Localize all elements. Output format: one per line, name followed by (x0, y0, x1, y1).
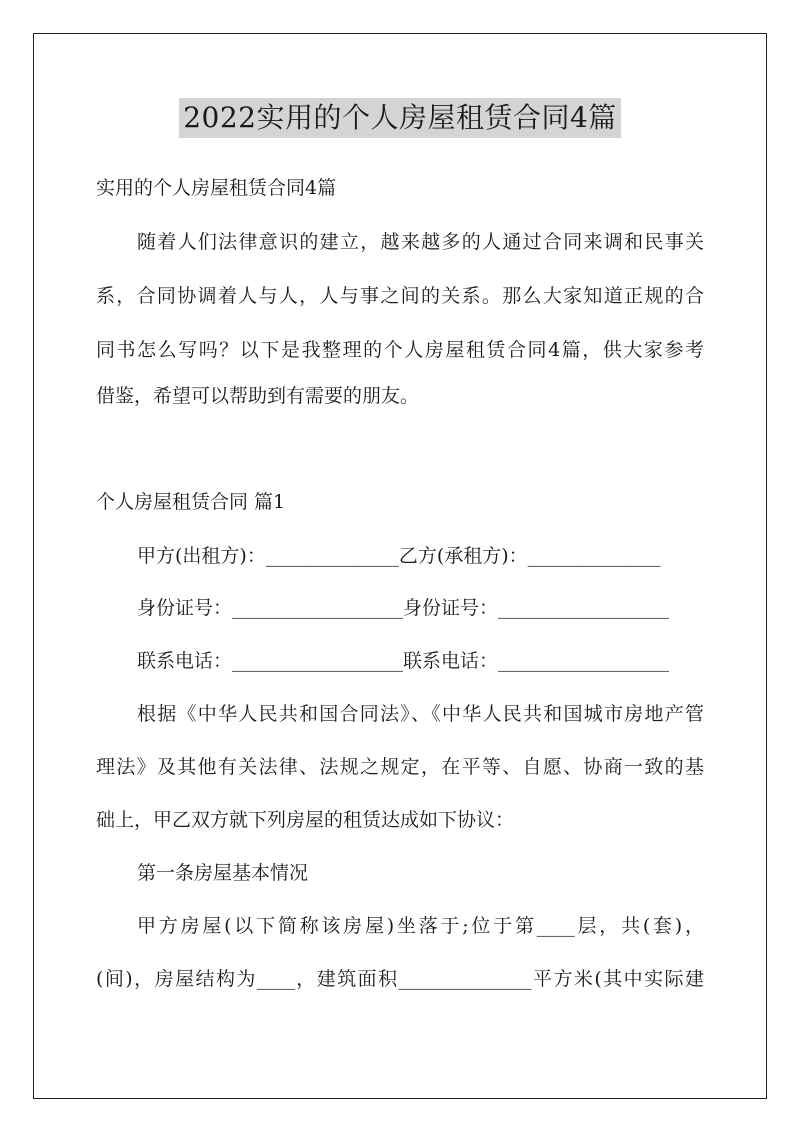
basis-line-3: 础上，甲乙双方就下列房屋的租赁达成如下协议： (96, 809, 515, 831)
basis-line-2: 理法》及其他有关法律、法规之规定，在平等、自愿、协商一致的基 (96, 756, 704, 778)
intro-line-3: 同书怎么写吗？以下是我整理的个人房屋租赁合同4篇，供大家参考 (96, 339, 704, 361)
article-1-line-2: (间)，房屋结构为____，建筑面积______________平方米(其中实际建 (96, 968, 704, 990)
intro-line-4: 借鉴，希望可以帮助到有需要的朋友。 (96, 385, 420, 407)
document-subtitle: 实用的个人房屋租赁合同4篇 (96, 177, 337, 199)
title-container (0, 98, 800, 138)
document-title: 2022实用的个人房屋租赁合同4篇 (179, 98, 621, 138)
intro-line-1: 随着人们法律意识的建立，越来越多的人通过合同来调和民事关 (137, 231, 704, 253)
intro-line-2: 系，合同协调着人与人，人与事之间的关系。那么大家知道正规的合 (96, 285, 704, 307)
basis-line-1: 根据《中华人民共和国合同法》、《中华人民共和国城市房地产管 (137, 703, 704, 725)
phone-line: 联系电话：__________________联系电话：__________________ (137, 650, 670, 672)
id-number-line: 身份证号：__________________身份证号：__________________ (137, 597, 670, 619)
section-heading: 个人房屋租赁合同 篇1 (96, 491, 286, 513)
article-1-heading: 第一条房屋基本情况 (137, 862, 309, 884)
party-line: 甲方(出租方)：______________乙方(承租方)：______________ (137, 545, 661, 567)
article-1-line-1: 甲方房屋(以下简称该房屋)坐落于;位于第____层，共(套)， (137, 915, 704, 937)
